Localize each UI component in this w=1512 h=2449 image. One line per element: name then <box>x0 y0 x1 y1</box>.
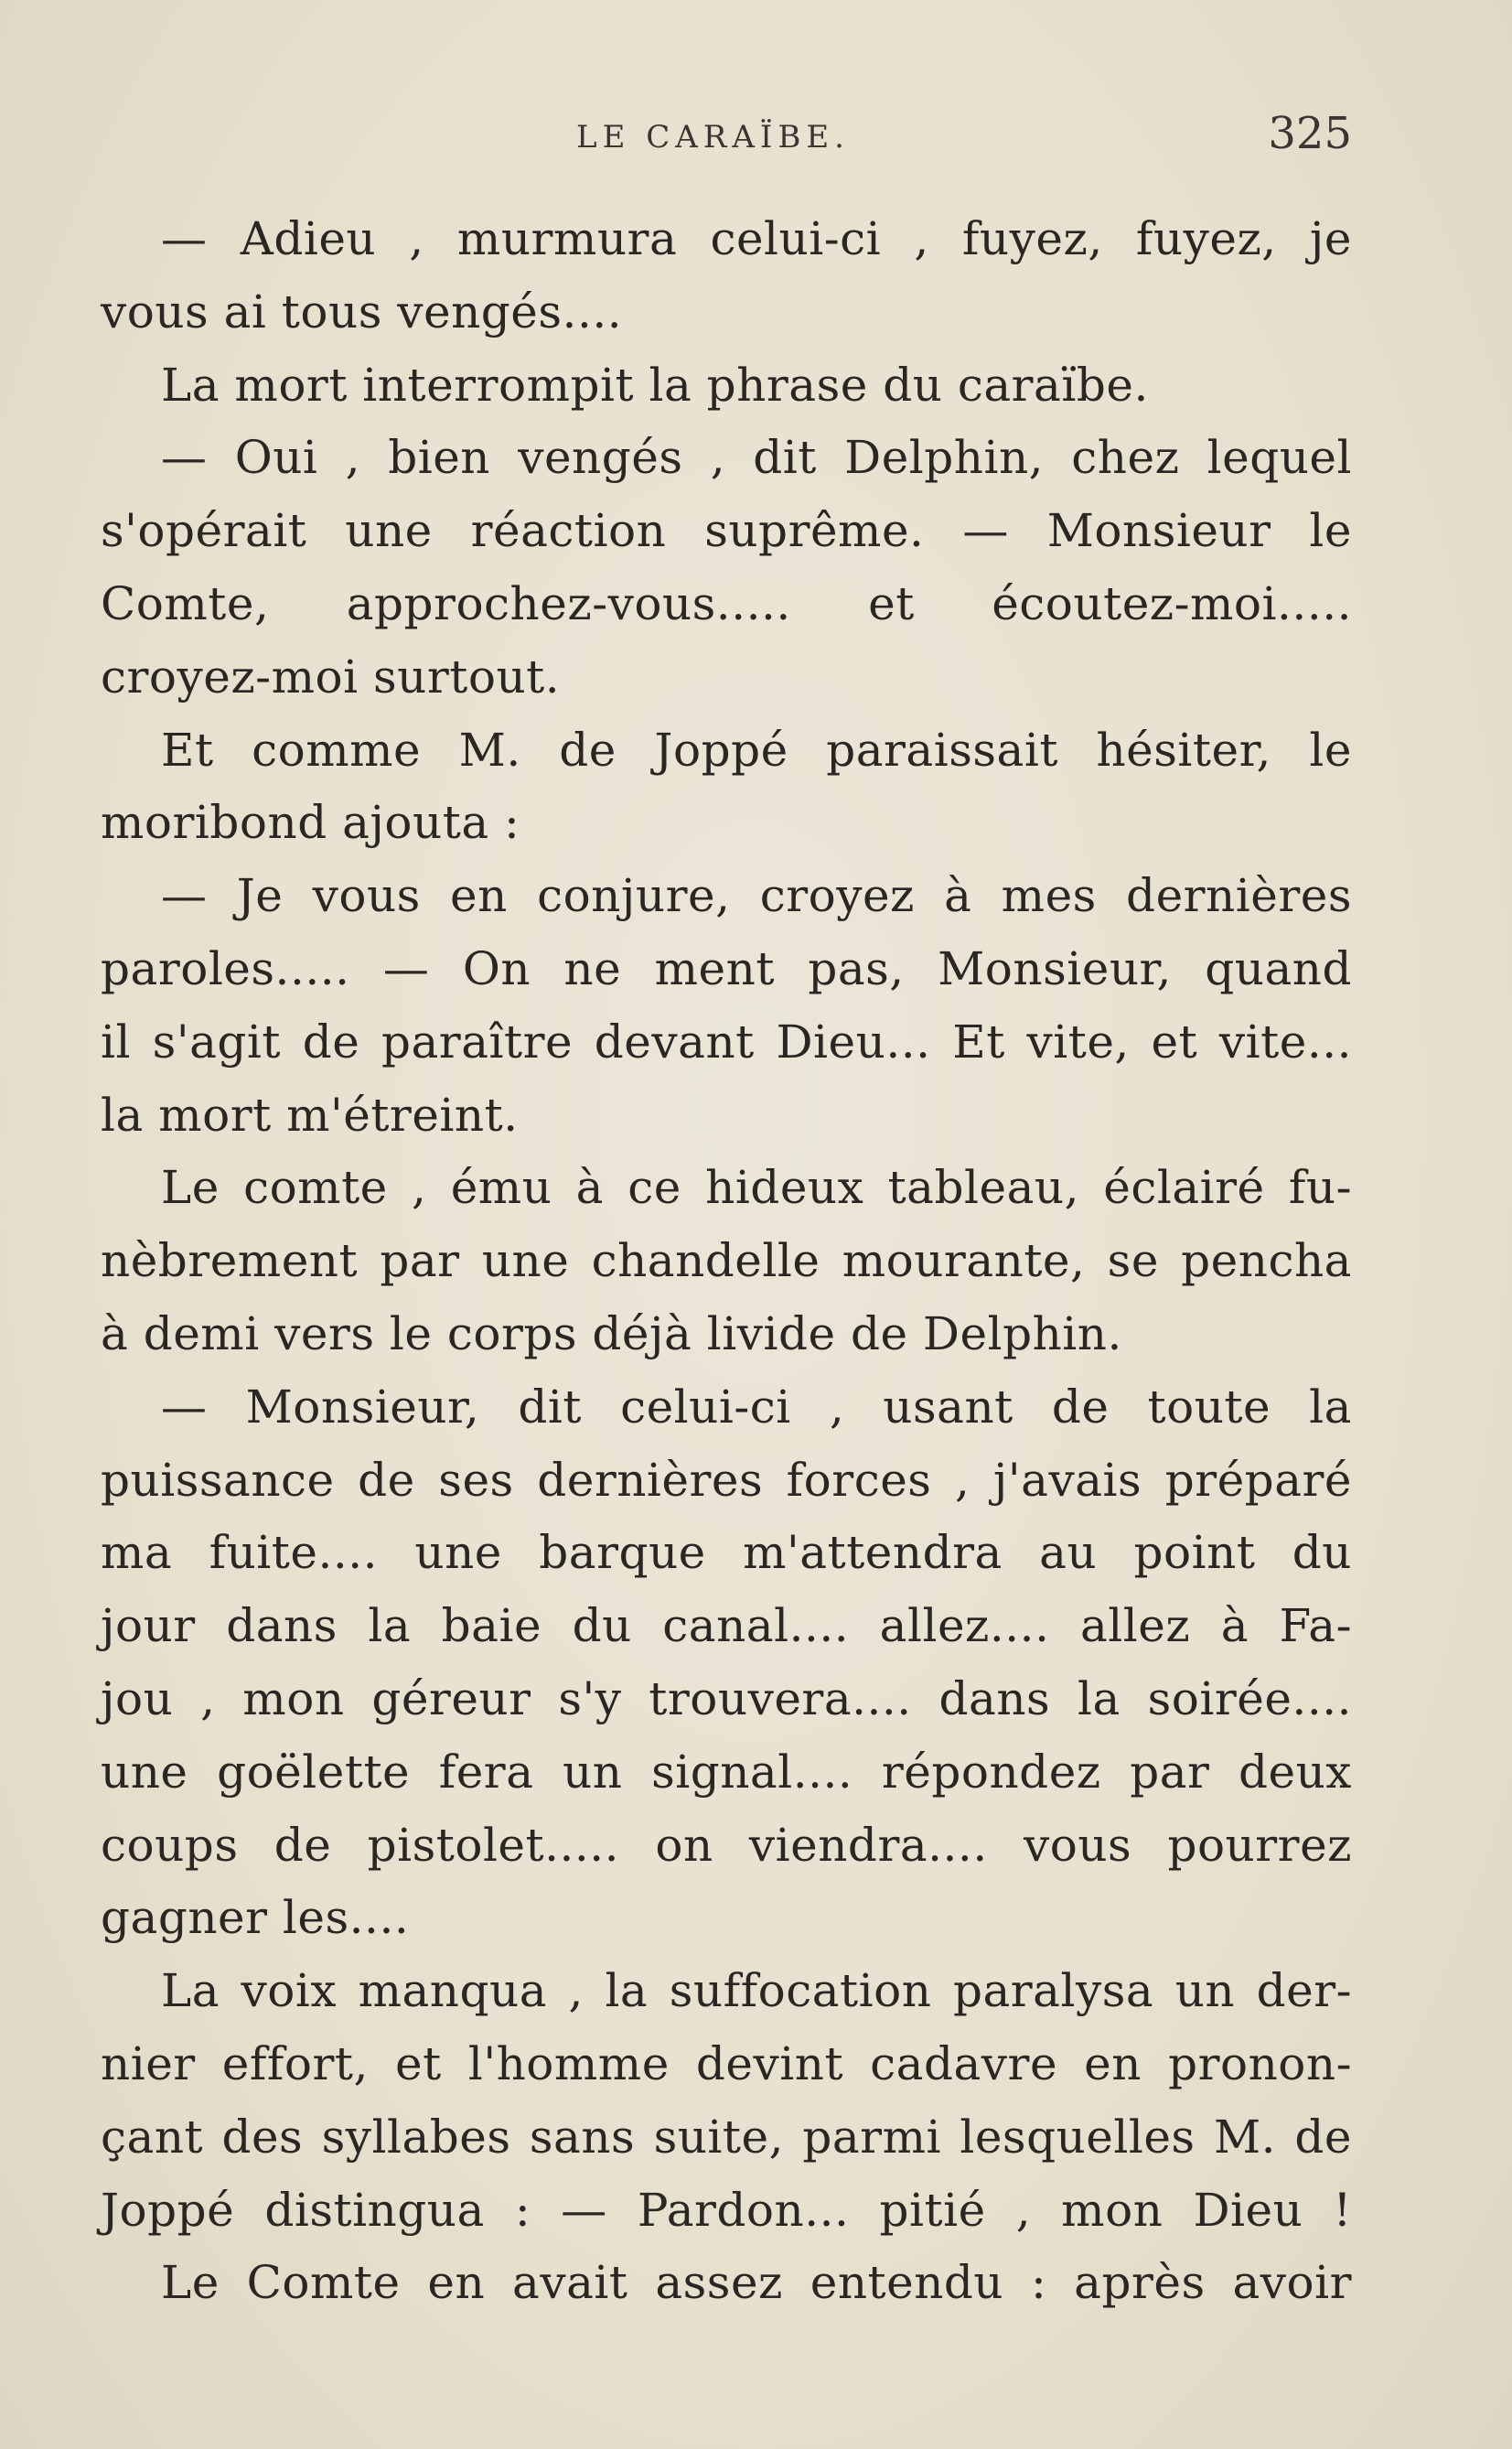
text-line: — Je vous en conjure, croyez à mes dernières <box>161 869 1352 923</box>
text-line: La mort interrompit la phrase du caraïbe. <box>161 358 1149 412</box>
text-line: nèbrement par une chandelle mourante, se pencha <box>101 1234 1352 1288</box>
text-line: coups de pistolet..... on viendra.... vous pourrez <box>101 1818 1352 1872</box>
text-line: moribond ajouta : <box>101 796 520 850</box>
text-line: Et comme M. de Joppé paraissait hésiter, le <box>161 723 1352 777</box>
text-line: s'opérait une réaction suprême. — Monsieur le <box>101 504 1352 558</box>
page-header <box>101 108 1352 163</box>
text-line: gagner les.... <box>101 1891 410 1945</box>
text-line: puissance de ses dernières forces , j'avais préparé <box>101 1453 1352 1507</box>
text-line: Le Comte en avait assez entendu : après avoir <box>161 2256 1352 2310</box>
text-line: — Oui , bien vengés , dit Delphin, chez lequel <box>161 431 1352 485</box>
text-line: à demi vers le corps déjà livide de Delphin. <box>101 1306 1122 1360</box>
text-line: jou , mon géreur s'y trouvera.... dans la soirée.... <box>101 1671 1352 1725</box>
text-line: une goëlette fera un signal.... répondez par deux <box>101 1745 1352 1799</box>
page-number: 325 <box>1268 108 1352 159</box>
body-text <box>101 203 1352 2320</box>
text-line: çant des syllabes sans suite, parmi lesquelles M. de <box>101 2110 1352 2164</box>
text-line: nier effort, et l'homme devint cadavre en pronon- <box>101 2036 1352 2090</box>
text-line: — Monsieur, dit celui-ci , usant de toute la <box>161 1380 1352 1434</box>
text-line: Comte, approchez-vous..... et écoutez-moi..... <box>101 576 1352 630</box>
text-line: Le comte , ému à ce hideux tableau, éclairé fu- <box>161 1161 1352 1215</box>
text-line: il s'agit de paraître devant Dieu... Et vite, et vite... <box>101 1015 1352 1069</box>
text-line: croyez-moi surtout. <box>101 650 561 704</box>
text-line: jour dans la baie du canal.... allez.... allez à Fa- <box>101 1599 1352 1653</box>
text-line: ma fuite.... une barque m'attendra au point du <box>101 1526 1352 1580</box>
text-line: — Adieu , murmura celui-ci , fuyez, fuyez, je <box>161 212 1352 265</box>
text-line: la mort m'étreint. <box>101 1088 519 1142</box>
running-title: LE CARAÏBE. <box>576 119 850 156</box>
text-line: La voix manqua , la suffocation paralysa un der- <box>161 1964 1352 2018</box>
text-line: vous ai tous vengés.... <box>101 285 623 338</box>
text-line: Joppé distingua : — Pardon... pitié , mon Dieu ! <box>101 2183 1352 2237</box>
text-line: paroles..... — On ne ment pas, Monsieur, quand <box>101 941 1352 995</box>
